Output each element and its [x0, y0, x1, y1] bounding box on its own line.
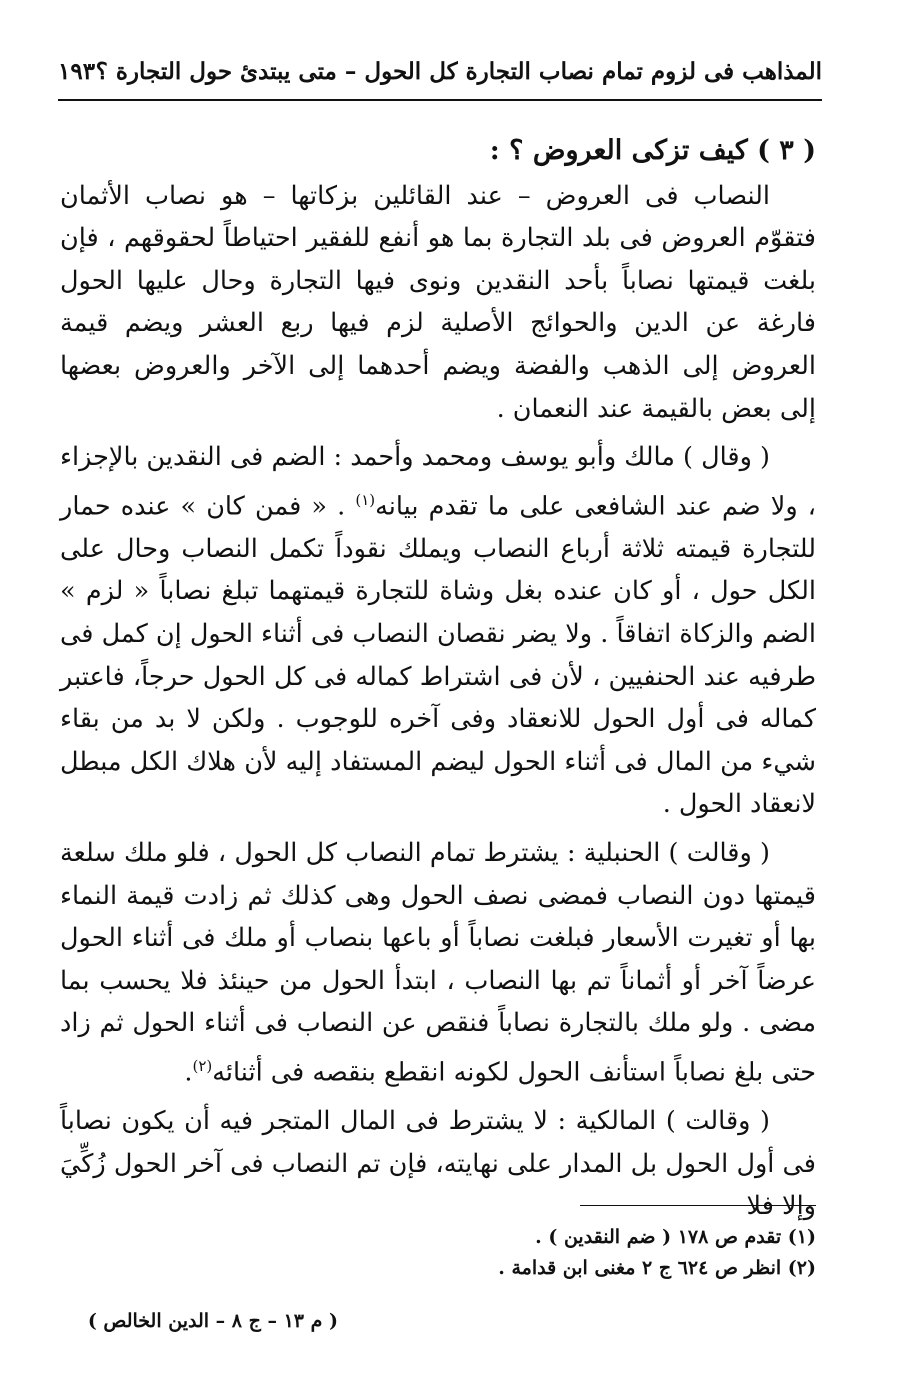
- paragraph-3-text: ( وقالت ) الحنبلية : يشترط تمام النصاب كل الحول ، فلو ملك سلعة قيمتها دون النصاب فمضى نصف الحول وهى كذلك ثم زادت قيمة النماء بها أو تغيرت الأسعار فبلغت نصاباً أو باعها بنصاب أو ملك فى أثناء الحول عرضاً آخر أو أثماناً تم بها النصاب ، ابتدأ الحول من حينئذ فلا يحسب بما مضى . ولو ملك بالتجارة نصاباً فنقص عن النصاب فى أثناء الحول ثم زاد حتى بلغ نصاباً استأنف الحول لكونه انقطع بنقصه فى أثنائه: [60, 838, 816, 1088]
- footnotes: [340, 1222, 816, 1284]
- paragraph-2-continuation: . « فمن كان » عنده حمار للتجارة قيمته ثلاثة أرباع النصاب ويملك نقوداً تكمل النصاب وحال على الكل حول ، أو كان عنده بغل وشاة للتجارة قيمتهما تبلغ نصاباً « لزم » الضم والزكاة اتفاقاً . ولا يضر نقصان النصاب فى أثناء الحول إن كمل فى طرفيه عند الحنفيين ، لأن فى اشتراط كماله فى كل الحول حرجاً، فاعتبر كماله فى أول الحول للانعقاد وفى آخره للوجوب . ولكن لا بد من بقاء شيء من المال فى أثناء الحول ليضم المستفاد إليه لأن هلاك الكل مبطل لانعقاد الحول .: [60, 491, 816, 820]
- paragraph-1: النصاب فى العروض – عند القائلين بزكاتها – هو نصاب الأثمان فتقوّم العروض فى بلد التجارة بما هو أنفع للفقير احتياطاً لحقوقهم ، فإن بلغت قيمتها نصاباً بأحد النقدين ونوى فيها التجارة وحال عليها الحول فارغة عن الدين والحوائج الأصلية لزم فيها ربع العشر ويضم قيمة العروض إلى الذهب والفضة ويضم أحدهما إلى الآخر والعروض بعضها إلى بعض بالقيمة عند النعمان .: [60, 180, 816, 424]
- footnote-2: (٢) انظر ص ٦٢٤ ج ٢ مغنى ابن قدامة .: [498, 1257, 816, 1279]
- footnote-marker-1: (١): [355, 490, 376, 509]
- paragraph-3: [60, 832, 816, 1094]
- page-number: ١٩٣: [58, 57, 96, 85]
- page-header: [58, 48, 822, 94]
- main-text: [60, 130, 816, 1228]
- paragraph-2: [60, 436, 816, 826]
- section-title: ( ٣ ) كيف تزكى العروض ؟ :: [489, 135, 816, 166]
- header-rule: [58, 99, 822, 101]
- signature-mark: ( م ١٣ – ج ٨ – الدين الخالص ): [87, 1310, 338, 1332]
- footnote-1: (١) تقدم ص ١٧٨ ( ضم النقدين ) .: [535, 1226, 816, 1248]
- running-title: المذاهب فى لزوم تمام نصاب التجارة كل الحول – متى يبتدئ حول التجارة ؟: [95, 57, 822, 85]
- footnote-rule: [580, 1205, 816, 1206]
- paragraph-3-end: .: [184, 1057, 193, 1088]
- paragraph-4: ( وقالت ) المالكية : لا يشترط فى المال المتجر فيه أن يكون نصاباً فى أول الحول بل المدار على نهايته، فإن تم النصاب فى آخر الحول زُكِّيَ وإلا فلا: [60, 1106, 816, 1222]
- paragraph-2-text: ( وقال ) مالك وأبو يوسف ومحمد وأحمد : الضم فى النقدين بالإجزاء ، ولا ضم عند الشافعى على ما تقدم بيانه: [60, 442, 817, 522]
- footnote-marker-2: (٢): [192, 1056, 213, 1075]
